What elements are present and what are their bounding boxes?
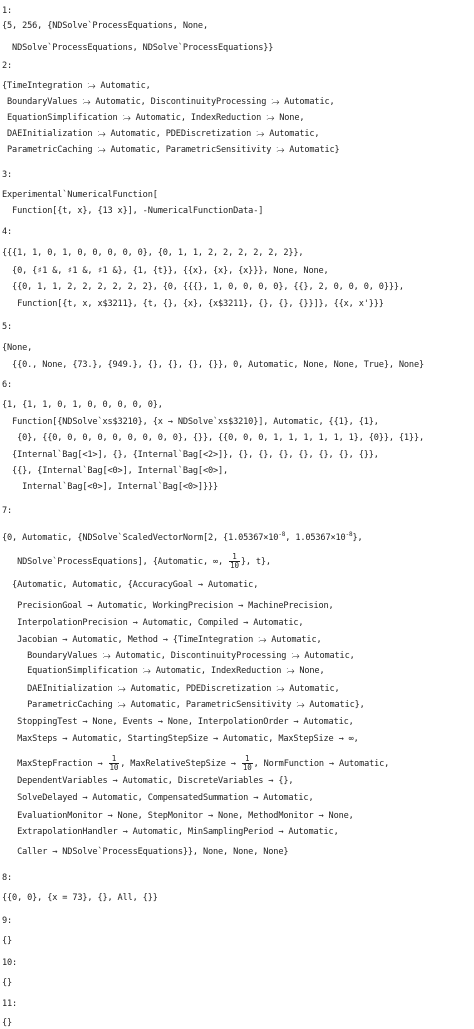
- output-line: {TimeIntegration ⧴ Automatic,: [2, 81, 151, 91]
- output-line: {Internal`Bag[<1>], {}, {Internal`Bag[<2>]}, {}, {}, {}, {}, {}, {}, {}},: [2, 450, 379, 460]
- output-line: ParametricCaching ⧴ Automatic, ParametricSensitivity ⧴ Automatic},: [2, 700, 365, 710]
- output-line: Internal`Bag[<0>], Internal`Bag[<0>]}}}: [2, 482, 219, 492]
- output-line: {{0, 1, 1, 2, 2, 2, 2, 2, 2}, {0, {{{}, 1, 0, 0, 0, 0}, {{}, 2, 0, 0, 0, 0}}},: [2, 282, 404, 292]
- output-line: Function[{NDSolve`xs$3210}, {x → NDSolve`xs$3210}], Automatic, {{1}, {1},: [2, 417, 379, 427]
- output-line: {1, {1, 1, 0, 1, 0, 0, 0, 0, 0},: [2, 400, 163, 410]
- output-line: BoundaryValues ⧴ Automatic, DiscontinuityProcessing ⧴ Automatic,: [2, 97, 335, 107]
- cell-label: 6:: [2, 380, 13, 390]
- output-line: {0, Automatic, {NDSolve`ScaledVectorNorm[2, {$1.05367\times 10^{-8}$, $1.05367\times 10^{-8}$},: [2, 531, 363, 543]
- output-line: Jacobian → Automatic, Method → {TimeIntegration ⧴ Automatic,: [2, 635, 322, 645]
- output-line: ExtrapolationHandler → Automatic, MinSamplingPeriod → Automatic,: [2, 827, 339, 837]
- output-line: InterpolationPrecision → Automatic, Compiled → Automatic,: [2, 618, 304, 628]
- output-line: DAEInitialization ⧴ Automatic, PDEDiscretization ⧴ Automatic,: [2, 684, 340, 694]
- output-line: Experimental`NumericalFunction[: [2, 190, 158, 200]
- cell-label: 1:: [2, 6, 13, 16]
- output-line: {{0., None, {73.}, {949.}, {}, {}, {}, {}}, 0, Automatic, None, None, True}, None}: [2, 360, 425, 370]
- output-line: EvaluationMonitor → None, StepMonitor → None, MethodMonitor → None,: [2, 811, 354, 821]
- cell-label: 4:: [2, 227, 13, 237]
- output-line: {0, {♯1 &, ♯1 &, ♯1 &}, {1, {t}}, {{x}, {x}, {x}}}, None, None,: [2, 266, 329, 276]
- output-line: Function[{t, x, x$3211}, {t, {}, {x}, {x$3211}, {}, {}, {}}]}, {{x, x'}}}: [2, 299, 384, 309]
- output-line: {5, 256, {NDSolve`ProcessEquations, None,: [2, 21, 208, 31]
- cell-label: 3:: [2, 170, 13, 180]
- cell-label: 2:: [2, 61, 13, 71]
- output-line: {{}, {Internal`Bag[<0>], Internal`Bag[<0>],: [2, 466, 229, 476]
- output-line: EquationSimplification ⧴ Automatic, IndexReduction ⧴ None,: [2, 666, 325, 676]
- cell-label: 11:: [2, 999, 18, 1009]
- output-line: MaxSteps → Automatic, StartingStepSize → Automatic, MaxStepSize → ∞,: [2, 734, 359, 744]
- cell-label: 5:: [2, 322, 13, 332]
- output-line: {}: [2, 1018, 13, 1028]
- cell-label: 10:: [2, 958, 18, 968]
- output-line: {}: [2, 936, 13, 946]
- cell-label: 7:: [2, 506, 13, 516]
- output-line: {{0, 0}, {x = 73}, {}, All, {}}: [2, 893, 158, 903]
- output-line: Function[{t, x}, {13 x}], -NumericalFunctionData-]: [2, 206, 264, 216]
- output-line: {}: [2, 978, 13, 988]
- output-line: SolveDelayed → Automatic, CompensatedSummation → Automatic,: [2, 793, 314, 803]
- output-line: Caller → NDSolve`ProcessEquations}}, None, None, None}: [2, 847, 289, 857]
- output-line: NDSolve`ProcessEquations, NDSolve`ProcessEquations}}: [2, 43, 274, 53]
- output-line: {None,: [2, 343, 33, 353]
- cell-label: 8:: [2, 873, 13, 883]
- cell-label: 9:: [2, 916, 13, 926]
- output-line: {Automatic, Automatic, {AccuracyGoal → Automatic,: [2, 580, 259, 590]
- output-line: EquationSimplification ⧴ Automatic, IndexReduction ⧴ None,: [2, 113, 305, 123]
- output-line: NDSolve`ProcessEquations], {Automatic, ∞, $\frac{1}{10}$ }, t},: [2, 552, 271, 570]
- output-line: ParametricCaching ⧴ Automatic, ParametricSensitivity ⧴ Automatic}: [2, 145, 340, 155]
- output-line: StoppingTest → None, Events → None, InterpolationOrder → Automatic,: [2, 717, 354, 727]
- output-line: DependentVariables → Automatic, DiscreteVariables → {},: [2, 776, 294, 786]
- output-line: MaxStepFraction → $\frac{1}{10}$ , MaxRelativeStepSize → $\frac{1}{10}$ , NormFunction → Automatic,: [2, 754, 390, 772]
- output-line: DAEInitialization ⧴ Automatic, PDEDiscretization ⧴ Automatic,: [2, 129, 320, 139]
- output-line: {0}, {{0, 0, 0, 0, 0, 0, 0, 0, 0}, {}}, {{0, 0, 0, 1, 1, 1, 1, 1, 1}, {0}}, {1}},: [2, 433, 425, 443]
- output-line: PrecisionGoal → Automatic, WorkingPrecision → MachinePrecision,: [2, 601, 334, 611]
- output-line: BoundaryValues ⧴ Automatic, DiscontinuityProcessing ⧴ Automatic,: [2, 651, 355, 661]
- output-line: {{{1, 1, 0, 1, 0, 0, 0, 0, 0}, {0, 1, 1, 2, 2, 2, 2, 2, 2}},: [2, 248, 304, 258]
